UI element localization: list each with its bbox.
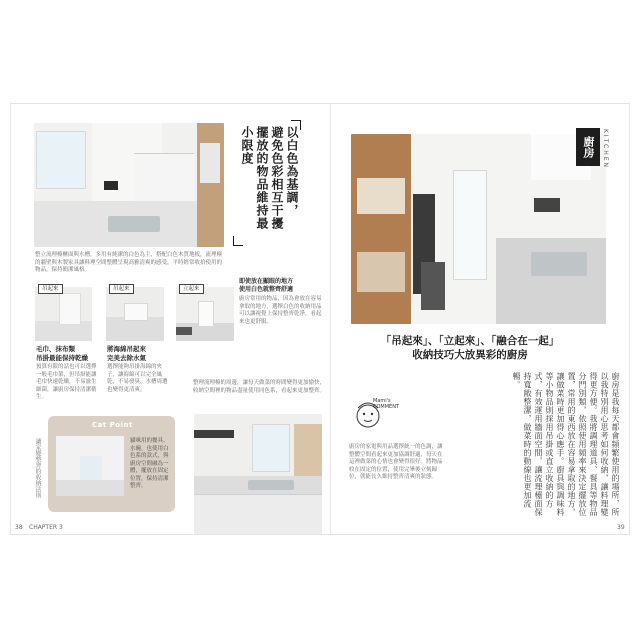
tag-hang-2: 吊起來 <box>109 284 134 294</box>
page-gutter <box>330 104 331 534</box>
mami-comment-label: Mami's COMMENT <box>373 398 400 410</box>
right-center-title <box>361 334 579 362</box>
tip3-heading <box>239 278 325 294</box>
photo-towel-hanging <box>35 287 92 341</box>
tip2-heading-line-2: 完美去除水氣 <box>107 353 146 362</box>
tip2-body: 選擇能夠吊掛海綿的夾子，讓海綿可以完全風乾，不易發臭，水槽周遭也變得更清爽。 <box>107 364 168 393</box>
tip1-body: 預算有限的話也可以選擇一般毛巾架，但吊掛能讓毛巾快速乾燥，不易滋生細菌，讓廚房保持清潔衛生。 <box>36 364 97 400</box>
tip3-heading-line-2: 使用白色就整齊舒適 <box>239 286 294 293</box>
headline-line-2: 避免色彩相互干擾 <box>270 126 284 230</box>
tip2-heading <box>107 345 177 362</box>
tip3-body: 廚房常用的物品，因為會放在容易拿取的地方，選擇白色的收納用品可以讓視覺上保持整齊乾淨，看起來也更舒服。 <box>239 296 322 325</box>
headline-line-3: 擺放的物品維持最小限度 <box>240 126 269 230</box>
running-head-vertical: 讓家變整齊的收納法則 <box>34 438 41 498</box>
cat-point-title: Cat Point <box>92 421 133 429</box>
mami-comment-body: 廚房的家電與用品選擇統一的色調，讓整體空間看起來更加協調舒適，每天在這裡做菜的心情也會變得很好。將物品收在固定的位置，使用完畢後立刻歸位，就能長久維持整齊清爽的狀態。 <box>349 444 443 480</box>
left-page-number: 38 <box>15 524 23 531</box>
top-photo-caption: 整立流理檯櫃面與水槽，多用有純潔的白色為主，搭配白色木質地板，流理檯的牆壁與木製家具讓料理空間整體呈現高雅清爽的感受，平時經常收拾使用的物品，保持簡潔風格。 <box>35 252 223 273</box>
photo-kitchen-sink-area <box>194 414 322 534</box>
chapter-label: CHAPTER 3 <box>29 524 63 531</box>
photo-kitchen-main <box>351 134 606 324</box>
cat-point-box <box>48 416 175 512</box>
bottom-photo-caption: 整理流理檯的周邊，讓每天做菜的時間變得更加愉快，收納空間裡的物品盡量使用同色系，看起來更加整齊。 <box>193 380 326 394</box>
book-spread <box>10 103 630 535</box>
kitchen-english-label: KITCHEN <box>602 129 609 169</box>
tip1-heading-line-2: 吊掛最能保持乾燥 <box>36 353 88 362</box>
kitchen-badge: 廚房 <box>576 128 600 166</box>
tip1-heading <box>36 345 106 362</box>
tag-stand: 立起來 <box>179 284 204 294</box>
cat-point-body: 貓咪用的餐具、水碗，也使用白色系的款式，與廚房空間融為一體，擺放在固定位置，保持清潔整齊。 <box>130 438 169 489</box>
center-title-line-1: 「吊起來」、「立起來」、「融合在一起」 <box>380 335 560 347</box>
tip2-heading-line-1: 將海綿吊起來 <box>107 345 146 353</box>
headline-line-1: 以白色為基調， <box>285 126 299 217</box>
photo-white-containers <box>176 287 234 341</box>
photo-sponge-hanging <box>106 287 164 341</box>
left-headline <box>239 126 299 241</box>
photo-cat-bowl <box>56 436 124 496</box>
right-page-number: 39 <box>617 524 625 531</box>
photo-white-kitchen-counter <box>34 123 224 247</box>
tip1-heading-line-1: 毛巾、抹布類 <box>36 345 75 353</box>
tip3-heading-line-1: 即使放在顯眼的地方 <box>239 278 294 285</box>
tag-hang-1: 吊起來 <box>38 284 63 294</box>
right-body-text: 廚房是我每天都會頻繁使用的場所，所以我特別用心思考如何收納，讓料理變得更方便。我將調理道具、餐具等物品分門別類，依照使用頻率來決定擺放位置，常用的東西放在容易拿取的地方，讓做菜時更加得心應手。廚具與調味料等小物品則採用吊掛或直立收納的方式，有效運用牆面空間，讓流理檯面保持寬敞整潔，做菜時的動線也更加流暢。 <box>512 372 620 517</box>
center-title-line-2: 收納技巧大放異彩的廚房 <box>412 349 528 361</box>
